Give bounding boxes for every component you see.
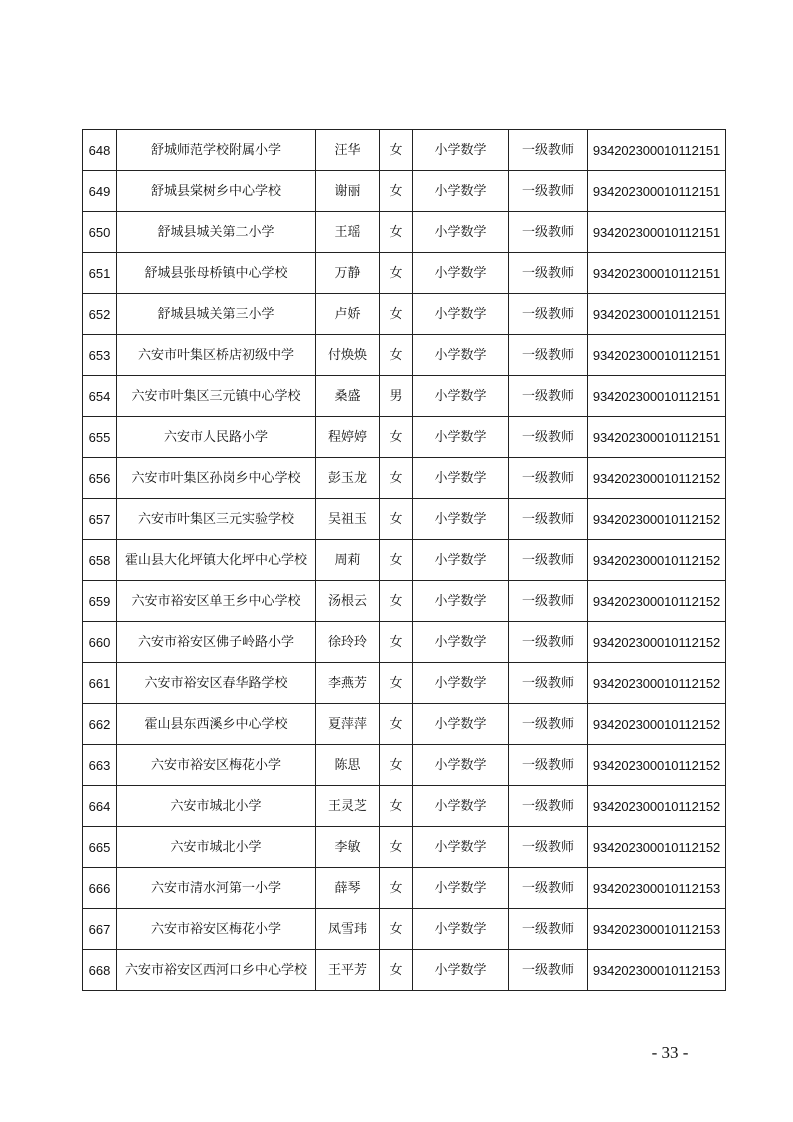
roster-table-body	[83, 130, 726, 991]
title-cell: 一级教师	[509, 171, 588, 212]
title-cell: 一级教师	[509, 909, 588, 950]
page-number: - 33 -	[651, 1043, 689, 1062]
table-row	[83, 294, 726, 335]
row-number: 648	[83, 130, 117, 171]
school-cell: 舒城县城关第二小学	[117, 212, 316, 253]
title-cell: 一级教师	[509, 622, 588, 663]
gender-cell: 女	[380, 335, 413, 376]
certificate-number-cell: 934202300010112151	[588, 376, 726, 417]
title-cell: 一级教师	[509, 663, 588, 704]
certificate-number-cell: 934202300010112152	[588, 704, 726, 745]
subject-cell: 小学数学	[413, 253, 509, 294]
row-number: 655	[83, 417, 117, 458]
table-row	[83, 499, 726, 540]
row-number: 664	[83, 786, 117, 827]
table-row	[83, 622, 726, 663]
gender-cell: 女	[380, 704, 413, 745]
name-cell: 程婷婷	[316, 417, 380, 458]
table-row	[83, 786, 726, 827]
title-cell: 一级教师	[509, 540, 588, 581]
certificate-number-cell: 934202300010112152	[588, 827, 726, 868]
title-cell: 一级教师	[509, 253, 588, 294]
school-cell: 霍山县东西溪乡中心学校	[117, 704, 316, 745]
certificate-number-cell: 934202300010112151	[588, 335, 726, 376]
name-cell: 王瑶	[316, 212, 380, 253]
certificate-number-cell: 934202300010112152	[588, 663, 726, 704]
school-cell: 六安市叶集区桥店初级中学	[117, 335, 316, 376]
subject-cell: 小学数学	[413, 212, 509, 253]
table-row	[83, 212, 726, 253]
certificate-number-cell: 934202300010112151	[588, 253, 726, 294]
school-cell: 舒城县城关第三小学	[117, 294, 316, 335]
name-cell: 凤雪玮	[316, 909, 380, 950]
row-number: 661	[83, 663, 117, 704]
table-row	[83, 171, 726, 212]
name-cell: 徐玲玲	[316, 622, 380, 663]
table-row	[83, 376, 726, 417]
title-cell: 一级教师	[509, 376, 588, 417]
subject-cell: 小学数学	[413, 540, 509, 581]
school-cell: 六安市人民路小学	[117, 417, 316, 458]
subject-cell: 小学数学	[413, 171, 509, 212]
gender-cell: 女	[380, 458, 413, 499]
name-cell: 付焕焕	[316, 335, 380, 376]
subject-cell: 小学数学	[413, 786, 509, 827]
name-cell: 桑盛	[316, 376, 380, 417]
table-row	[83, 745, 726, 786]
title-cell: 一级教师	[509, 950, 588, 991]
subject-cell: 小学数学	[413, 909, 509, 950]
school-cell: 舒城师范学校附属小学	[117, 130, 316, 171]
row-number: 658	[83, 540, 117, 581]
gender-cell: 女	[380, 212, 413, 253]
name-cell: 王灵芝	[316, 786, 380, 827]
row-number: 660	[83, 622, 117, 663]
school-cell: 六安市裕安区春华路学校	[117, 663, 316, 704]
school-cell: 六安市裕安区西河口乡中心学校	[117, 950, 316, 991]
gender-cell: 女	[380, 253, 413, 294]
title-cell: 一级教师	[509, 130, 588, 171]
row-number: 659	[83, 581, 117, 622]
name-cell: 薛琴	[316, 868, 380, 909]
school-cell: 舒城县棠树乡中心学校	[117, 171, 316, 212]
table-row	[83, 417, 726, 458]
name-cell: 李敏	[316, 827, 380, 868]
certificate-number-cell: 934202300010112151	[588, 294, 726, 335]
table-row	[83, 458, 726, 499]
row-number: 657	[83, 499, 117, 540]
gender-cell: 女	[380, 581, 413, 622]
school-cell: 六安市清水河第一小学	[117, 868, 316, 909]
name-cell: 陈思	[316, 745, 380, 786]
certificate-number-cell: 934202300010112152	[588, 499, 726, 540]
school-cell: 六安市裕安区梅花小学	[117, 745, 316, 786]
subject-cell: 小学数学	[413, 622, 509, 663]
gender-cell: 男	[380, 376, 413, 417]
row-number: 652	[83, 294, 117, 335]
gender-cell: 女	[380, 130, 413, 171]
row-number: 651	[83, 253, 117, 294]
row-number: 665	[83, 827, 117, 868]
gender-cell: 女	[380, 745, 413, 786]
table-row	[83, 253, 726, 294]
title-cell: 一级教师	[509, 868, 588, 909]
row-number: 650	[83, 212, 117, 253]
gender-cell: 女	[380, 622, 413, 663]
table-row	[83, 909, 726, 950]
row-number: 662	[83, 704, 117, 745]
school-cell: 六安市裕安区单王乡中心学校	[117, 581, 316, 622]
title-cell: 一级教师	[509, 294, 588, 335]
title-cell: 一级教师	[509, 581, 588, 622]
subject-cell: 小学数学	[413, 294, 509, 335]
certificate-number-cell: 934202300010112153	[588, 909, 726, 950]
roster-table	[82, 129, 726, 991]
subject-cell: 小学数学	[413, 868, 509, 909]
gender-cell: 女	[380, 827, 413, 868]
row-number: 653	[83, 335, 117, 376]
school-cell: 六安市裕安区佛子岭路小学	[117, 622, 316, 663]
name-cell: 谢丽	[316, 171, 380, 212]
row-number: 666	[83, 868, 117, 909]
gender-cell: 女	[380, 950, 413, 991]
school-cell: 六安市叶集区三元实验学校	[117, 499, 316, 540]
school-cell: 六安市叶集区孙岗乡中心学校	[117, 458, 316, 499]
title-cell: 一级教师	[509, 335, 588, 376]
certificate-number-cell: 934202300010112151	[588, 417, 726, 458]
school-cell: 六安市裕安区梅花小学	[117, 909, 316, 950]
subject-cell: 小学数学	[413, 581, 509, 622]
subject-cell: 小学数学	[413, 745, 509, 786]
name-cell: 万静	[316, 253, 380, 294]
school-cell: 霍山县大化坪镇大化坪中心学校	[117, 540, 316, 581]
subject-cell: 小学数学	[413, 335, 509, 376]
name-cell: 夏萍萍	[316, 704, 380, 745]
row-number: 654	[83, 376, 117, 417]
table-row	[83, 540, 726, 581]
name-cell: 彭玉龙	[316, 458, 380, 499]
subject-cell: 小学数学	[413, 130, 509, 171]
name-cell: 卢娇	[316, 294, 380, 335]
certificate-number-cell: 934202300010112152	[588, 745, 726, 786]
subject-cell: 小学数学	[413, 376, 509, 417]
certificate-number-cell: 934202300010112151	[588, 171, 726, 212]
certificate-number-cell: 934202300010112152	[588, 458, 726, 499]
name-cell: 王平芳	[316, 950, 380, 991]
title-cell: 一级教师	[509, 827, 588, 868]
name-cell: 汪华	[316, 130, 380, 171]
subject-cell: 小学数学	[413, 827, 509, 868]
title-cell: 一级教师	[509, 499, 588, 540]
name-cell: 汤根云	[316, 581, 380, 622]
name-cell: 周莉	[316, 540, 380, 581]
certificate-number-cell: 934202300010112151	[588, 130, 726, 171]
table-row	[83, 581, 726, 622]
table-row	[83, 950, 726, 991]
table-row	[83, 130, 726, 171]
subject-cell: 小学数学	[413, 499, 509, 540]
certificate-number-cell: 934202300010112153	[588, 868, 726, 909]
table-row	[83, 868, 726, 909]
name-cell: 李燕芳	[316, 663, 380, 704]
certificate-number-cell: 934202300010112152	[588, 581, 726, 622]
table-row	[83, 335, 726, 376]
row-number: 668	[83, 950, 117, 991]
title-cell: 一级教师	[509, 786, 588, 827]
certificate-number-cell: 934202300010112151	[588, 212, 726, 253]
certificate-number-cell: 934202300010112152	[588, 540, 726, 581]
row-number: 667	[83, 909, 117, 950]
table-row	[83, 827, 726, 868]
gender-cell: 女	[380, 171, 413, 212]
title-cell: 一级教师	[509, 458, 588, 499]
school-cell: 六安市城北小学	[117, 786, 316, 827]
certificate-number-cell: 934202300010112153	[588, 950, 726, 991]
certificate-number-cell: 934202300010112152	[588, 622, 726, 663]
row-number: 656	[83, 458, 117, 499]
subject-cell: 小学数学	[413, 417, 509, 458]
title-cell: 一级教师	[509, 417, 588, 458]
subject-cell: 小学数学	[413, 663, 509, 704]
name-cell: 吴祖玉	[316, 499, 380, 540]
gender-cell: 女	[380, 868, 413, 909]
gender-cell: 女	[380, 540, 413, 581]
school-cell: 舒城县张母桥镇中心学校	[117, 253, 316, 294]
subject-cell: 小学数学	[413, 950, 509, 991]
subject-cell: 小学数学	[413, 704, 509, 745]
gender-cell: 女	[380, 663, 413, 704]
gender-cell: 女	[380, 294, 413, 335]
school-cell: 六安市城北小学	[117, 827, 316, 868]
title-cell: 一级教师	[509, 212, 588, 253]
gender-cell: 女	[380, 417, 413, 458]
gender-cell: 女	[380, 909, 413, 950]
row-number: 649	[83, 171, 117, 212]
title-cell: 一级教师	[509, 704, 588, 745]
table-row	[83, 704, 726, 745]
certificate-number-cell: 934202300010112152	[588, 786, 726, 827]
gender-cell: 女	[380, 786, 413, 827]
row-number: 663	[83, 745, 117, 786]
title-cell: 一级教师	[509, 745, 588, 786]
school-cell: 六安市叶集区三元镇中心学校	[117, 376, 316, 417]
subject-cell: 小学数学	[413, 458, 509, 499]
gender-cell: 女	[380, 499, 413, 540]
table-row	[83, 663, 726, 704]
